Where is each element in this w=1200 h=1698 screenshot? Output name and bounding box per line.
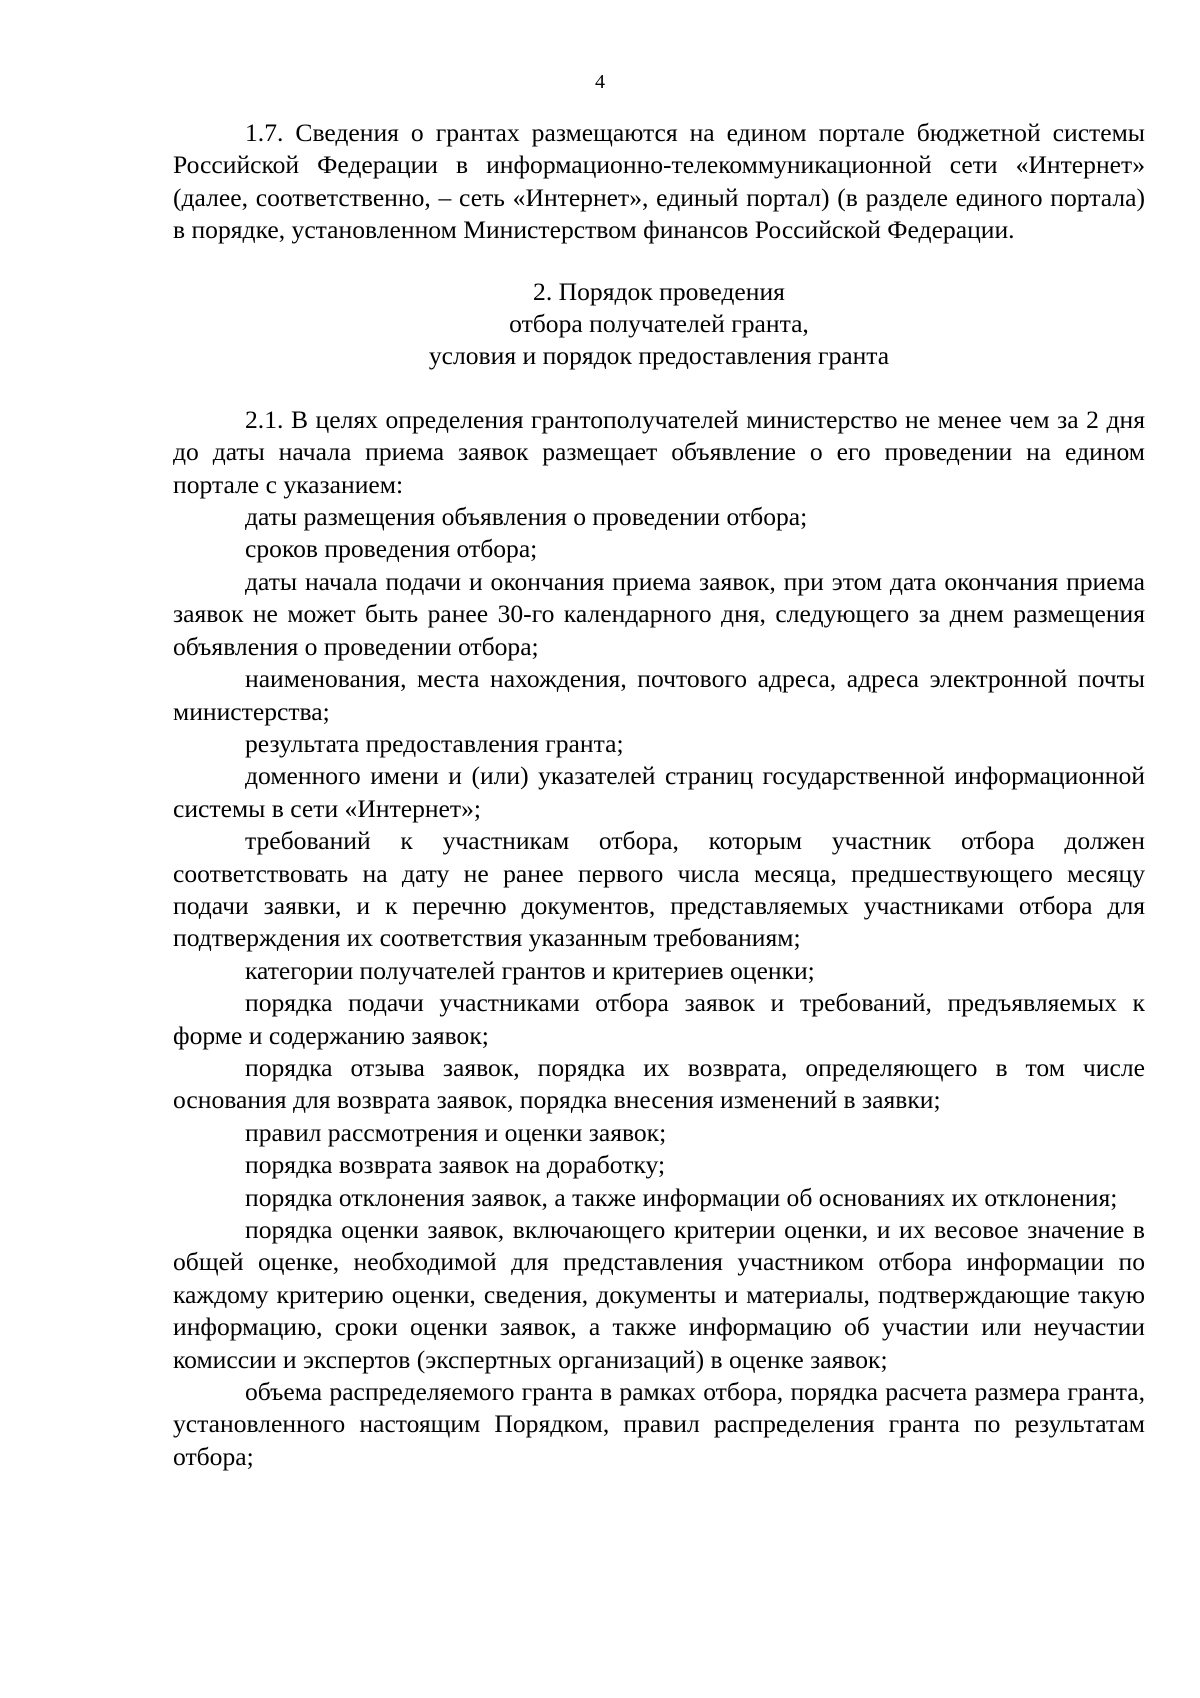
list-item: даты начала подачи и окончания приема заявок, при этом дата окончания приема заявок не может быть ранее 30-го календарного дня, следующего за днем размещения объявления о проведении отбора; <box>173 566 1145 661</box>
list-item: результата предоставления гранта; <box>245 728 624 758</box>
paragraph-2-1: 2.1. В целях определения грантополучателей министерство не менее чем за 2 дня до даты начала приема заявок размещает объявление о его проведении на едином портале с указанием: <box>173 404 1145 499</box>
list-item: сроков проведения отбора; <box>245 534 538 564</box>
list-item: наименования, места нахождения, почтового адреса, адреса электронной почты министерства; <box>173 664 1145 726</box>
paragraph-1-7: 1.7. Сведения о грантах размещаются на едином портале бюджетной системы Российской Федерации в информационно-телекоммуникационной сети «Интернет» (далее, соответственно, – сеть «Интернет», единый портал) (в разделе единого портала) в порядке, установленном Министерством финансов Российской Федерации. <box>173 118 1145 245</box>
page-number: 4 <box>595 71 605 93</box>
list-item: правил рассмотрения и оценки заявок; <box>245 1117 667 1147</box>
list-item: порядка возврата заявок на доработку; <box>245 1150 666 1180</box>
section-heading-line-1: 2. Порядок проведения <box>533 276 785 306</box>
list-item: категории получателей грантов и критериев оценки; <box>245 955 815 985</box>
section-heading <box>173 276 1145 373</box>
list-item: порядка отзыва заявок, порядка их возврата, определяющего в том числе основания для возврата заявок, порядка внесения изменений в заявки; <box>173 1052 1145 1115</box>
list-item: требований к участникам отбора, которым участник отбора должен соответствовать на дату не ранее первого числа месяца, предшествующего месяцу подачи заявки, и к перечню документов, представляемых участниками отбора для подтверждения их соответствия указанным требованиям; <box>173 826 1145 953</box>
document-body <box>173 117 1145 1473</box>
section-heading-line-2: отбора получателей гранта, <box>509 309 809 339</box>
list-item: объема распределяемого гранта в рамках отбора, порядка расчета размера гранта, установленного настоящим Порядком, правил распределения гранта по результатам отбора; <box>173 1377 1145 1471</box>
list-item: порядка подачи участниками отбора заявок и требований, предъявляемых к форме и содержанию заявок; <box>173 988 1145 1050</box>
section-heading-line-3: условия и порядок предоставления гранта <box>428 341 890 371</box>
list-item: даты размещения объявления о проведении отбора; <box>245 502 808 532</box>
list-item: порядка отклонения заявок, а также информации об основаниях их отклонения; <box>245 1182 1118 1212</box>
list-item: доменного имени и (или) указателей страниц государственной информационной системы в сети «Интернет»; <box>173 761 1145 823</box>
list-item: порядка оценки заявок, включающего критерии оценки, и их весовое значение в общей оценке, необходимой для представления участником отбора информации по каждому критерию оценки, сведения, документы и материалы, подтверждающие такую информацию, сроки оценки заявок, а также информацию об участии или неучастии комиссии и экспертов (экспертных организаций) в оценке заявок; <box>173 1215 1145 1374</box>
